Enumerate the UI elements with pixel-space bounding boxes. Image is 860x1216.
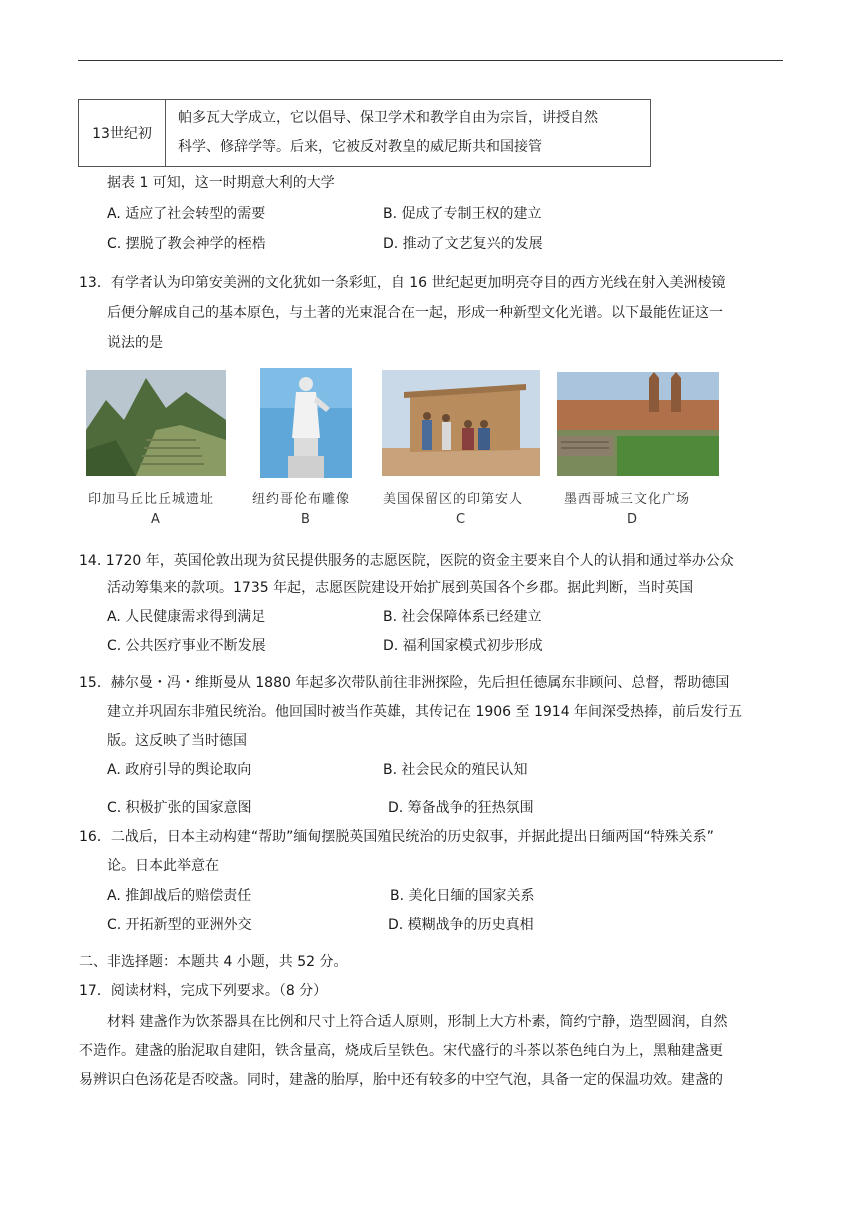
q12-stem: 据表 1 可知，这一时期意大利的大学: [107, 175, 335, 191]
q14-option-c: C. 公共医疗事业不断发展: [107, 638, 266, 654]
q14-option-b: B. 社会保障体系已经建立: [383, 609, 542, 625]
q17-line: 材料 建盏作为饮茶器具在比例和尺寸上符合适人原则，形制上大方朴素，简约宁静，造型圆润，自然: [107, 1014, 728, 1030]
image-a-letter: A: [151, 512, 160, 527]
q13-line: 后便分解成自己的基本原色，与土著的光束混合在一起，形成一种新型文化光谱。以下最能佐证这一: [107, 305, 723, 321]
image-c-letter: C: [456, 512, 466, 527]
q15-line: 15．赫尔曼・冯・维斯曼从 1880 年起多次带队前往非洲探险，先后担任德属东非顾问、总督，帮助德国: [79, 675, 730, 691]
q15-line: 版。这反映了当时德国: [107, 733, 247, 749]
q12-option-c: C. 摆脱了教会神学的桎梏: [107, 236, 266, 252]
q15-line: 建立并巩固东非殖民统治。他回国时被当作英雄，其传记在 1906 至 1914 年间深受热捧，前后发行五: [107, 704, 743, 720]
image-d-caption: 墨西哥城三文化广场: [564, 492, 691, 507]
table-row: [79, 100, 651, 167]
q15-option-d: D. 筹备战争的狂热氛围: [388, 800, 534, 816]
q15-option-b: B. 社会民众的殖民认知: [383, 762, 528, 778]
image-c-caption: 美国保留区的印第安人: [383, 492, 524, 507]
q16-option-c: C. 开拓新型的亚洲外交: [107, 917, 252, 933]
reservation-photo: [382, 370, 540, 476]
q14-line: 活动筹集来的款项。1735 年起，志愿医院建设开始扩展到英国各个乡郡。据此判断，当时英国: [107, 580, 694, 596]
q12-option-b: B. 促成了专制王权的建立: [383, 206, 542, 222]
q17-line: 不造作。建盏的胎泥取自建阳，铁含量高，烧成后呈铁色。宋代盛行的斗茶以茶色纯白为上，黑釉建盏更: [79, 1043, 723, 1059]
q13-line: 13．有学者认为印第安美洲的文化犹如一条彩虹，自 16 世纪起更加明亮夺目的西方光线在射入美洲棱镜: [79, 275, 726, 291]
q15-option-a: A. 政府引导的舆论取向: [107, 762, 252, 778]
q13-line: 说法的是: [107, 335, 163, 351]
machu-picchu-photo: [86, 370, 226, 476]
q17-title: 17．阅读材料，完成下列要求。（8 分）: [79, 983, 328, 999]
table-desc-line: 帕多瓦大学成立，它以倡导、保卫学术和教学自由为宗旨，讲授自然: [178, 110, 598, 126]
q16-option-b: B. 美化日缅的国家关系: [390, 888, 535, 904]
section2-heading: 二、非选择题：本题共 4 小题，共 52 分。: [79, 954, 348, 970]
image-b-caption: 纽约哥伦布雕像: [252, 492, 351, 507]
q16-line: 论。日本此举意在: [107, 858, 219, 874]
q14-option-d: D. 福利国家模式初步形成: [383, 638, 543, 654]
three-cultures-plaza-photo: [557, 372, 719, 476]
table-period-cell: 13世纪初: [79, 100, 166, 167]
q14-option-a: A. 人民健康需求得到满足: [107, 609, 266, 625]
header-rule: [78, 60, 783, 61]
image-d-letter: D: [627, 512, 638, 527]
history-table: [78, 99, 651, 167]
q12-option-d: D. 推动了文艺复兴的发展: [383, 236, 543, 252]
q17-line: 易辨识白色汤花是否咬盏。同时，建盏的胎厚，胎中还有较多的中空气泡，具备一定的保温功效。建盏的: [79, 1072, 723, 1088]
columbus-statue-photo: [260, 368, 352, 478]
q16-option-a: A. 推卸战后的赔偿责任: [107, 888, 252, 904]
image-a-caption: 印加马丘比丘城遗址: [88, 492, 215, 507]
q16-line: 16．二战后，日本主动构建“帮助”缅甸摆脱英国殖民统治的历史叙事，并据此提出日缅两国“特殊关系”: [79, 829, 714, 845]
q16-option-d: D. 模糊战争的历史真相: [388, 917, 534, 933]
image-b-letter: B: [301, 512, 310, 527]
table-desc-cell: [166, 100, 651, 167]
table-desc-line: 科学、修辞学等。后来，它被反对教皇的威尼斯共和国接管: [178, 139, 542, 155]
q14-line: 14. 1720 年，英国伦敦出现为贫民提供服务的志愿医院，医院的资金主要来自个人的认捐和通过举办公众: [79, 553, 734, 569]
q15-option-c: C. 积极扩张的国家意图: [107, 800, 252, 816]
q12-option-a: A. 适应了社会转型的需要: [107, 206, 266, 222]
